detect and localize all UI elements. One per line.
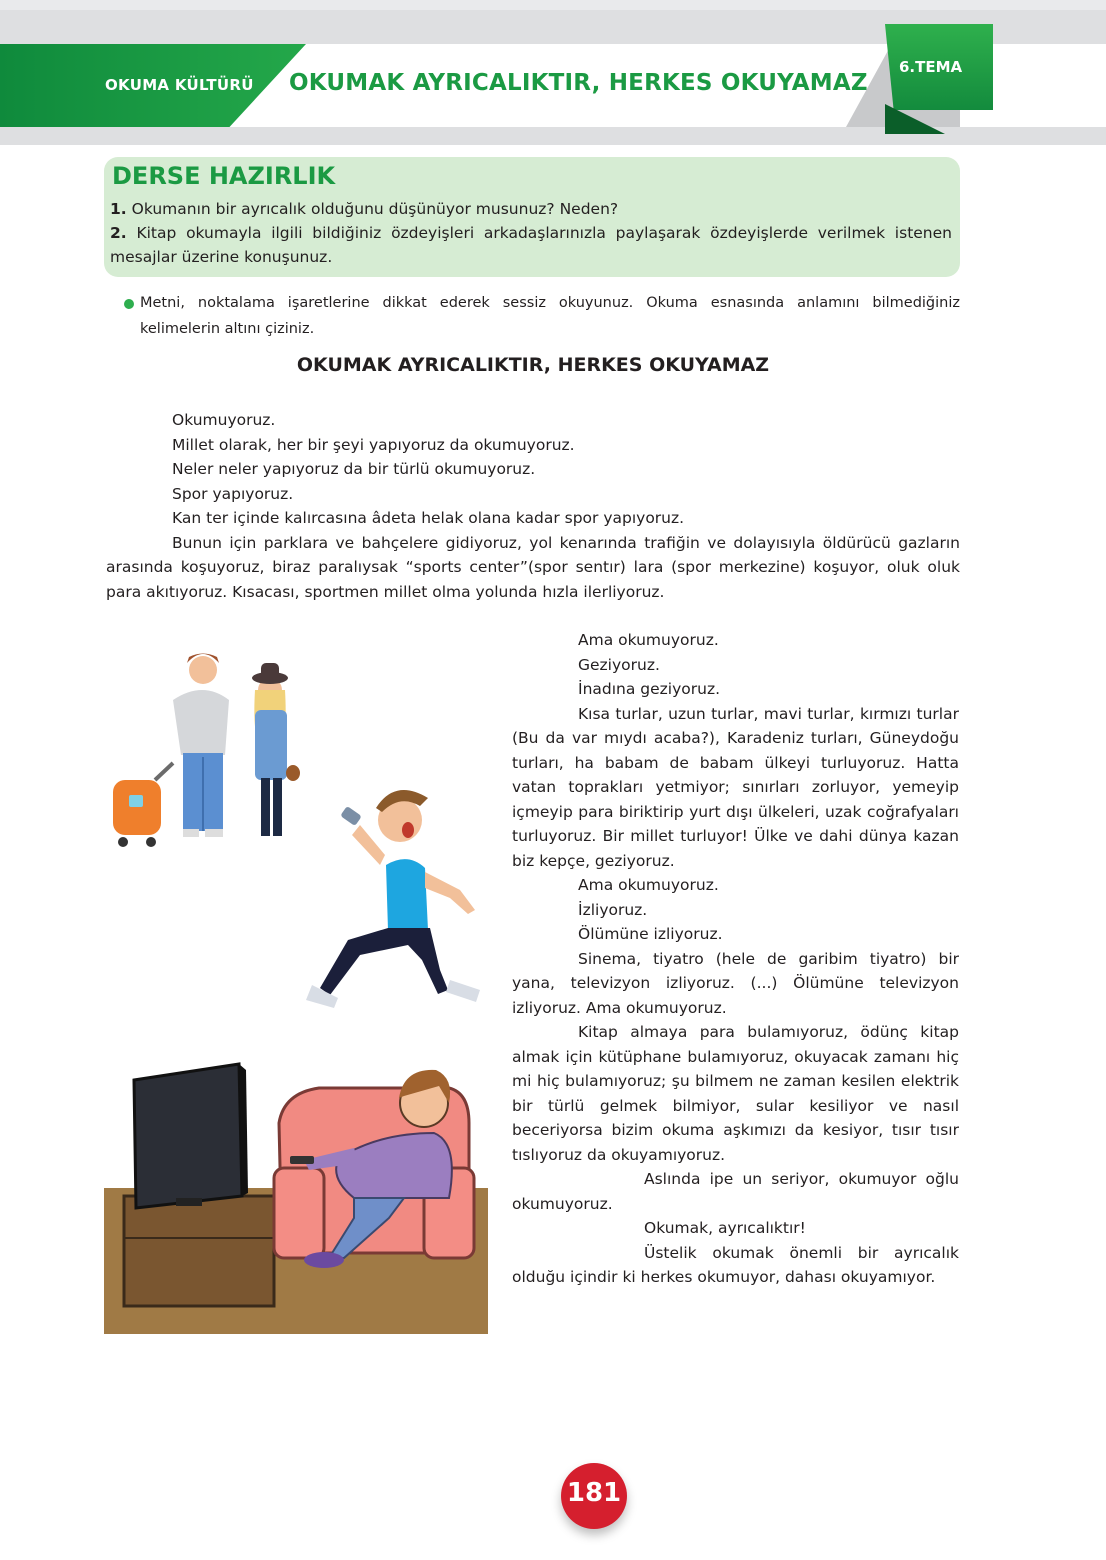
story-paragraph: Aslında ipe un seriyor, okumuyor oğlu okumuyoruz. [512, 1170, 959, 1213]
story-paragraph: Kısa turlar, uzun turlar, mavi turlar, kırmızı turlar (Bu da var mıydı acaba?), Karadeniz turları, Güneydoğu turları, ha babam de babam ülkeyi turluyoruz. Hatta vatan toprakları yetmiyor; sınırları zorluyor, yemeyip içmeyip para biriktirip yurt dışı ülkeleri, uzak coğrafyaları turluyoruz. Bir millet turluyor! Ülke ve dahi dünya kazan biz kepçe, geziyoruz. [512, 704, 959, 870]
story-paragraph: Kitap almaya para bulamıyoruz, ödünç kitap almak için kütüphane bulamıyoruz, okuyacak zamanı hiç mi hiç bulamıyoruz; şu bilmem ne zaman kesilen elektrik bir türlü gelmek bilmiyor, sular kesiliyor ve nasıl beceriyorsa bizim okuma aşkımızı da kesiyor, tısır tısır tıslıyoruz da okuyamıyoruz. [512, 1023, 959, 1164]
page-number: 181 [566, 1478, 622, 1508]
story-line: Okumak, ayrıcalıktır! [644, 1219, 806, 1237]
question-number: 1. [110, 200, 127, 218]
section-kicker: OKUMA KÜLTÜRÜ [105, 76, 254, 94]
story-right-column [512, 628, 959, 1290]
runner-illustration [300, 780, 490, 1020]
prep-box [104, 157, 960, 277]
story-title: OKUMAK AYRICALIKTIR, HERKES OKUYAMAZ [296, 354, 770, 376]
bullet-dot-icon [124, 299, 134, 309]
story-line: İzliyoruz. [578, 900, 648, 919]
travelers-illustration [105, 645, 305, 850]
prep-question-2 [110, 221, 952, 269]
question-text: Okumanın bir ayrıcalık olduğunu düşünüyor musunuz? Neden? [131, 200, 619, 218]
question-number: 2. [110, 224, 127, 242]
story-line: Neler neler yapıyoruz da bir türlü okumuyoruz. [172, 460, 536, 478]
story-paragraph: Sinema, tiyatro (hele de garibim tiyatro) bir yana, televizyon izliyoruz. (...) Ölümüne televizyon izliyoruz. Ama okumuyoruz. [512, 949, 959, 1017]
story-paragraph: Bunun için parklara ve bahçelere gidiyoruz, yol kenarında trafiğin ve dolayısıyla öldürücü gazların arasında koşuyoruz, biraz paralıysak “sports center”(spor sentır) lara (spor merkezine) koşuyor, oluk oluk para akıtıyoruz. Kısacası, sportmen millet olma yolunda hızla ilerliyoruz. [106, 533, 960, 601]
story-line: Geziyoruz. [578, 655, 660, 674]
story-line: Millet olarak, her bir şeyi yapıyoruz da okumuyoruz. [172, 435, 575, 454]
header-top-strip [0, 0, 1106, 10]
prep-question-1 [110, 197, 952, 221]
story-line: İnadına geziyoruz. [578, 680, 721, 698]
story-line: Kan ter içinde kalırcasına âdeta helak olana kadar spor yapıyoruz. [172, 509, 685, 527]
story-line: Spor yapıyoruz. [172, 484, 294, 503]
tv-watching-illustration [104, 1048, 488, 1334]
story-paragraph: Üstelik okumak önemli bir ayrıcalık olduğu içindir ki herkes okumuyor, dahası okuyamıyor. [512, 1243, 959, 1286]
story-line: Okumuyoruz. [172, 411, 276, 429]
header-title: OKUMAK AYRICALIKTIR, HERKES OKUYAMAZ [289, 70, 868, 96]
story-intro [106, 408, 960, 604]
prep-title: DERSE HAZIRLIK [112, 162, 336, 190]
instruction-text: Metni, noktalama işaretlerine dikkat ederek sessiz okuyunuz. Okuma esnasında anlamını bilmediğiniz kelimelerin altını çiziniz. [140, 295, 960, 337]
story-line: Ama okumuyoruz. [578, 876, 719, 894]
tema-label: 6.TEMA [899, 58, 963, 76]
story-line: Ölümüne izliyoruz. [578, 925, 723, 943]
question-text: Kitap okumayla ilgili bildiğiniz özdeyişleri arkadaşlarınızla paylaşarak özdeyişlerde verilmek istenen mesajlar üzerine konuşunuz. [110, 224, 952, 266]
reading-instruction [124, 290, 960, 342]
story-line: Ama okumuyoruz. [578, 631, 719, 649]
